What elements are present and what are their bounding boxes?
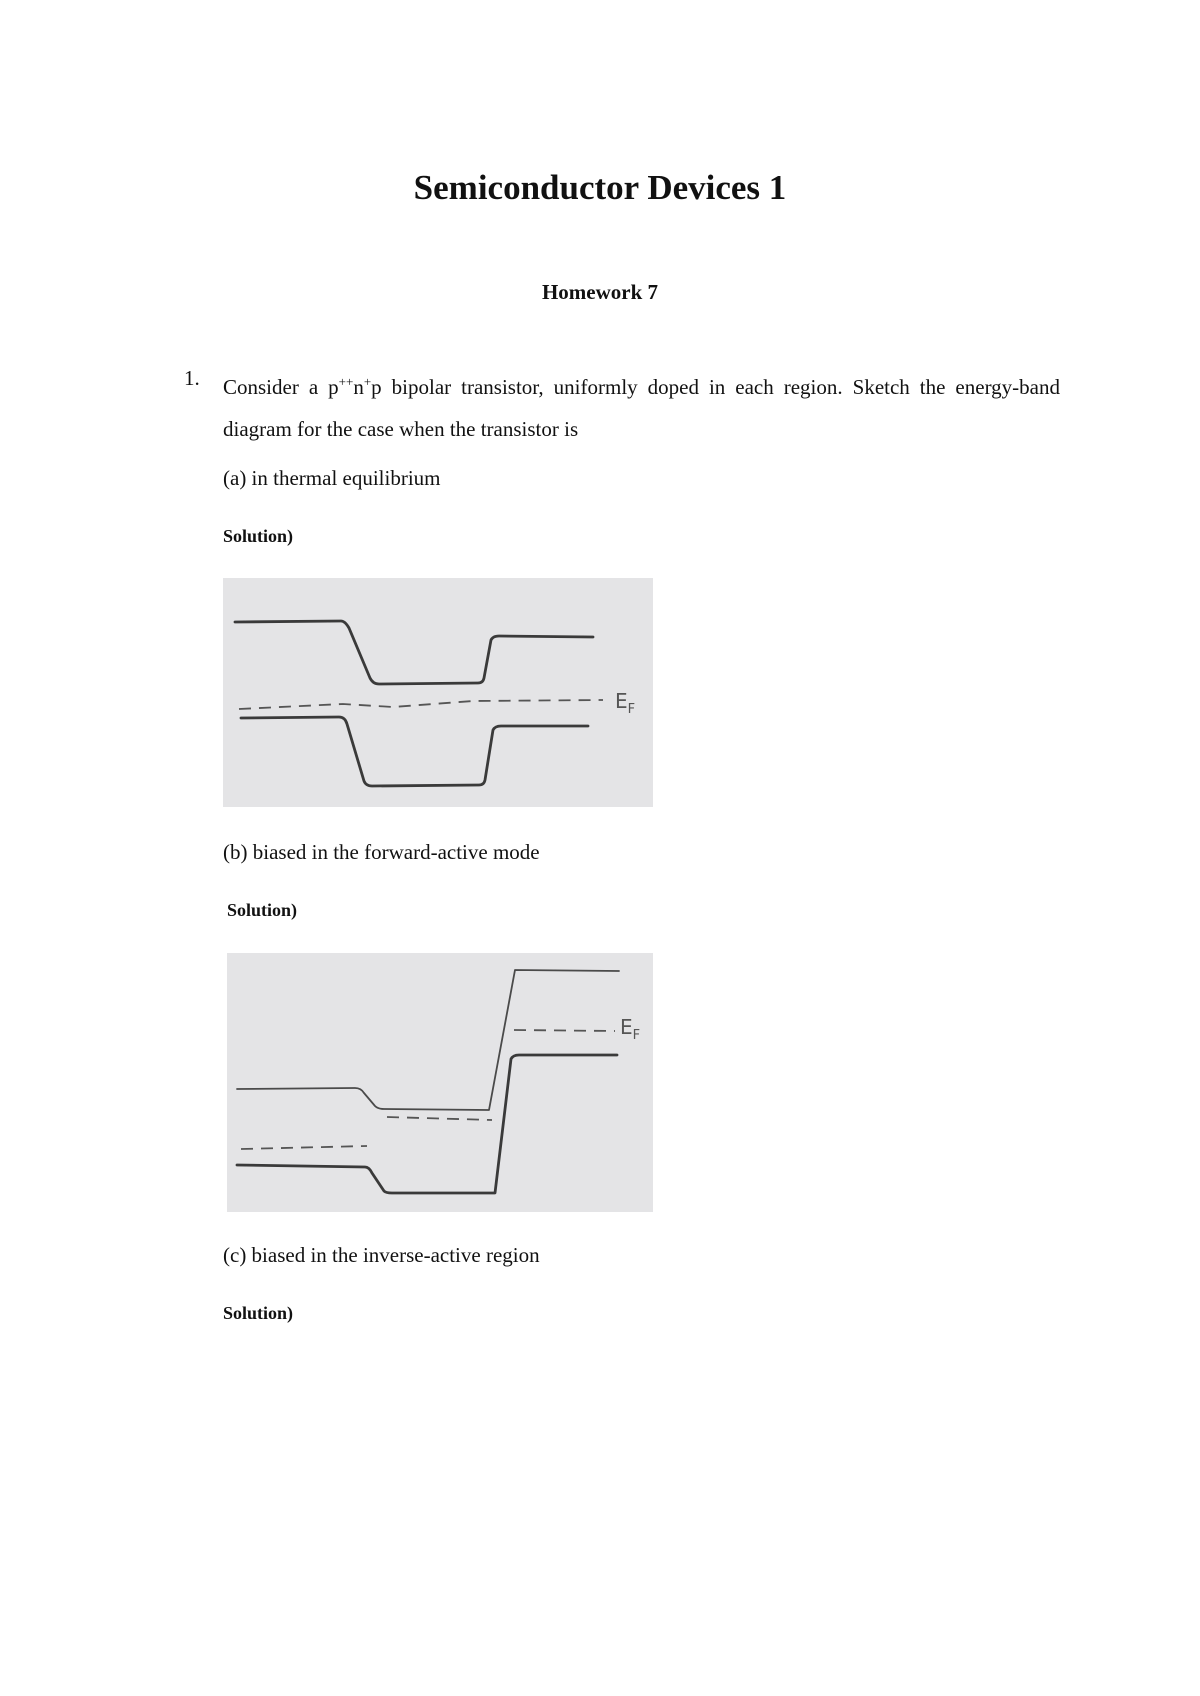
question-text-end: p bipolar transistor, uniformly doped in each region. Sketch the energy-band diagram for the case when the transistor is: [223, 375, 1060, 441]
figure-b-valence-band: [237, 1055, 617, 1193]
figure-a-fermi-subscript: F: [627, 702, 636, 717]
part-b-label: (b) biased in the forward-active mode: [223, 840, 540, 864]
doping-superscript-2: +: [363, 374, 372, 389]
doping-superscript-1: ++: [338, 374, 354, 389]
figure-a-fermi-label: [615, 689, 635, 717]
question-number: 1.: [184, 366, 200, 390]
part-a-label: (a) in thermal equilibrium: [223, 466, 441, 490]
homework-number: Homework 7: [541, 280, 659, 304]
question-text: [223, 366, 1060, 450]
part-c-label: (c) biased in the inverse-active region: [223, 1243, 540, 1267]
figure-b-sketch: [227, 953, 653, 1212]
figure-a-sketch: [223, 578, 653, 807]
figure-a-valence-band: [241, 717, 588, 786]
figure-b-fermi-level-emitter: [241, 1146, 367, 1149]
question-text-start: Consider a p: [223, 375, 339, 399]
figure-b-fermi-subscript: F: [632, 1028, 641, 1043]
figure-a-fermi-symbol: E: [615, 689, 628, 713]
document-title: Semiconductor Devices 1: [413, 168, 787, 207]
part-a-solution-label: Solution): [223, 526, 294, 546]
figure-a-conduction-band: [235, 621, 593, 684]
figure-b-fermi-level-collector: [514, 1030, 615, 1031]
question-text-mid: n: [353, 375, 364, 399]
figure-a-band-diagram: [223, 578, 653, 807]
figure-b-band-diagram: [227, 953, 653, 1212]
figure-a-fermi-level: [239, 700, 603, 709]
figure-b-conduction-band: [237, 970, 619, 1110]
part-c-solution-label: Solution): [223, 1303, 294, 1323]
figure-b-fermi-symbol: E: [620, 1015, 633, 1039]
figure-b-fermi-label: [620, 1015, 640, 1043]
part-b-solution-label: Solution): [227, 900, 298, 920]
figure-b-fermi-level-base: [387, 1117, 492, 1120]
